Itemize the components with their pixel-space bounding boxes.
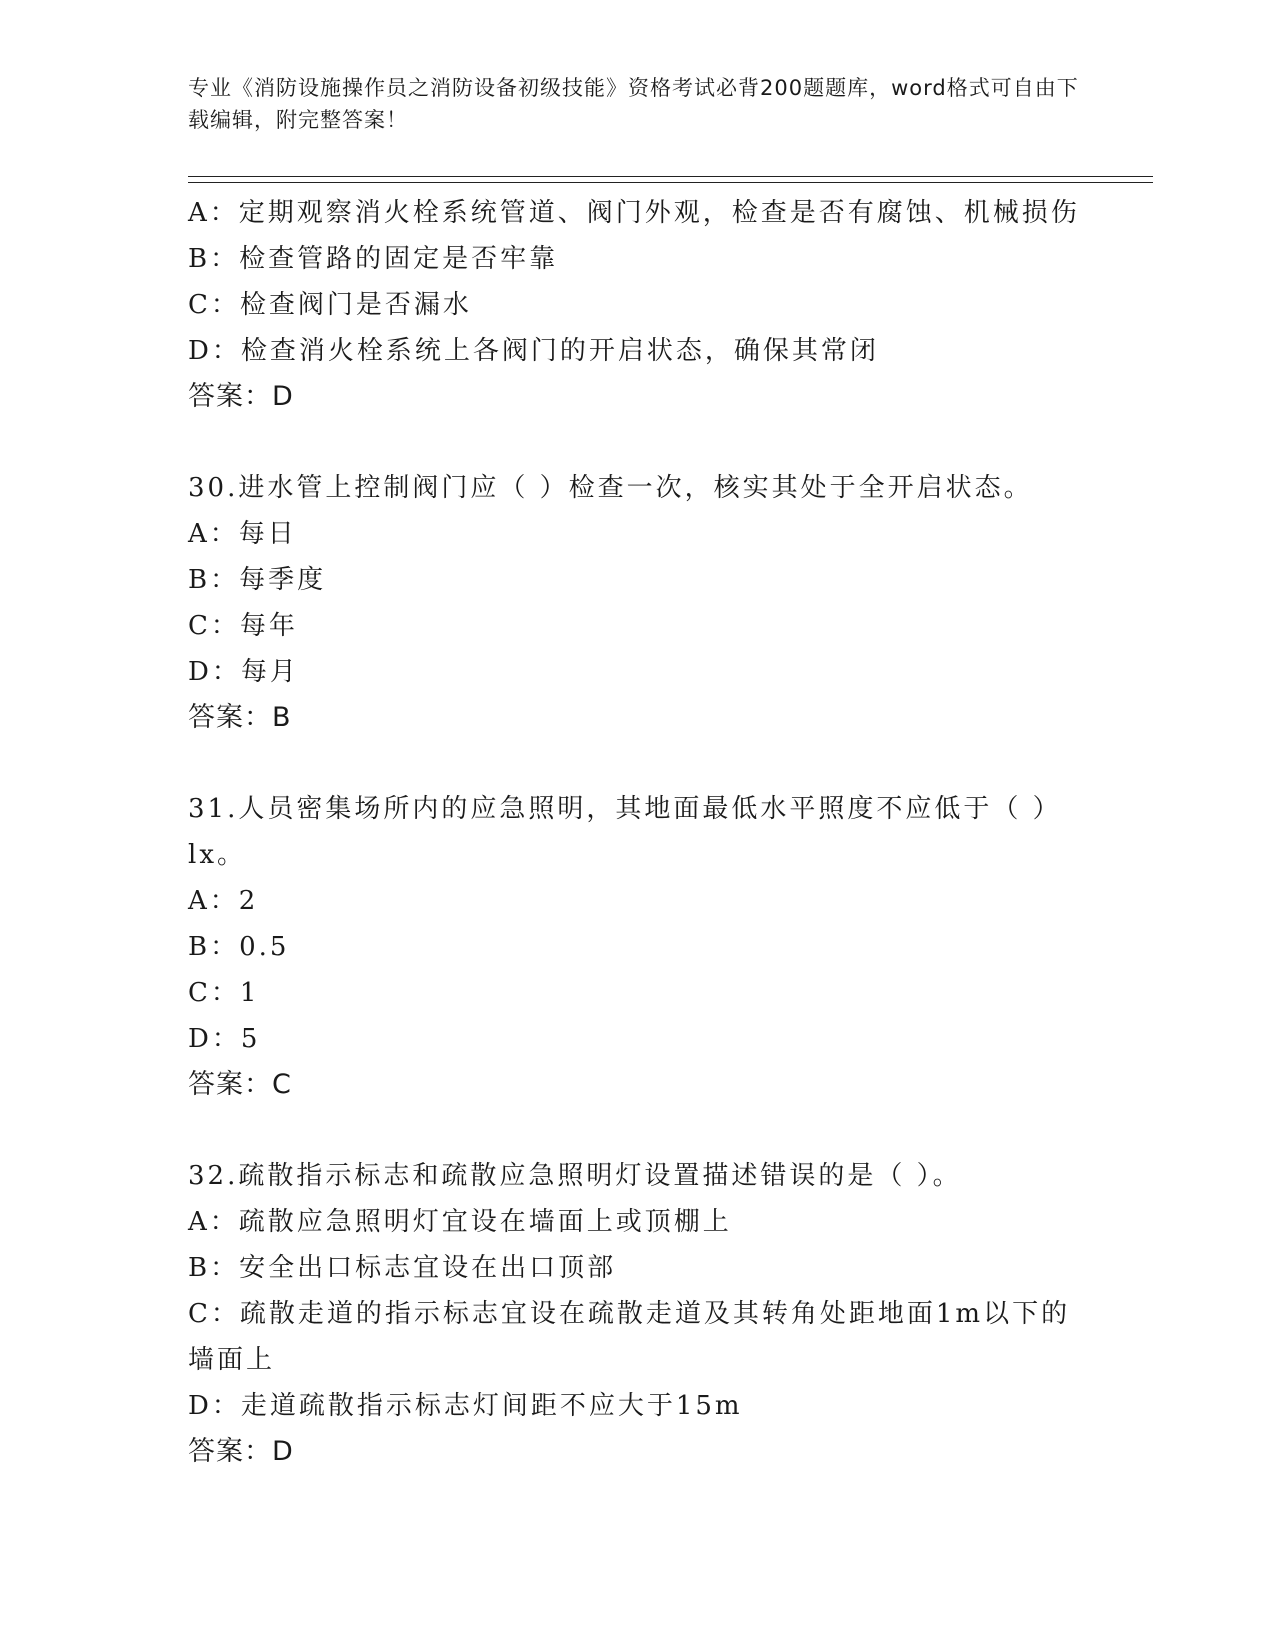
option-c: C：检查阀门是否漏水 xyxy=(188,290,472,320)
answer-text: 答案：D xyxy=(188,1436,294,1467)
question-text: 31.人员密集场所内的应急照明，其地面最低水平照度不应低于（ ）lx。 xyxy=(188,794,1062,870)
option-d: D：走道疏散指示标志灯间距不应大于15m xyxy=(188,1391,743,1421)
question-text: 32.疏散指示标志和疏散应急照明灯设置描述错误的是（ ）。 xyxy=(188,1161,962,1191)
answer-text: 答案：B xyxy=(188,702,292,733)
option-b: B：0.5 xyxy=(188,932,290,962)
answer-text: 答案：D xyxy=(188,381,294,412)
option-a: A：2 xyxy=(188,886,259,916)
option-b: B：安全出口标志宜设在出口顶部 xyxy=(188,1253,617,1283)
block-spacer xyxy=(188,420,1088,465)
header-divider-bottom xyxy=(188,182,1153,183)
option-d: D：检查消火栓系统上各阀门的开启状态，确保其常闭 xyxy=(188,336,879,366)
option-a: A：疏散应急照明灯宜设在墙面上或顶棚上 xyxy=(188,1207,732,1237)
question-block xyxy=(188,786,1088,1108)
question-block xyxy=(188,190,1088,420)
option-b: B：每季度 xyxy=(188,565,327,595)
option-d: D：每月 xyxy=(188,657,299,687)
option-a: A：定期观察消火栓系统管道、阀门外观，检查是否有腐蚀、机械损伤 xyxy=(188,198,1080,228)
question-list xyxy=(188,190,1088,1475)
header-divider-top xyxy=(188,176,1153,177)
option-c: C：每年 xyxy=(188,611,298,641)
option-d: D：5 xyxy=(188,1024,261,1054)
option-b: B：检查管路的固定是否牢靠 xyxy=(188,244,559,274)
option-a: A：每日 xyxy=(188,519,297,549)
answer-text: 答案：C xyxy=(188,1069,292,1100)
question-block xyxy=(188,1153,1088,1475)
option-c: C：1 xyxy=(188,978,260,1008)
question-block xyxy=(188,465,1088,741)
block-spacer xyxy=(188,741,1088,786)
question-text: 30.进水管上控制阀门应（ ）检查一次，核实其处于全开启状态。 xyxy=(188,473,1033,503)
block-spacer xyxy=(188,1108,1088,1153)
option-c: C：疏散走道的指示标志宜设在疏散走道及其转角处距地面1m以下的墙面上 xyxy=(188,1299,1071,1375)
document-intro: 专业《消防设施操作员之消防设备初级技能》资格考试必背200题题库，word格式可自由下载编辑，附完整答案！ xyxy=(188,76,1079,132)
